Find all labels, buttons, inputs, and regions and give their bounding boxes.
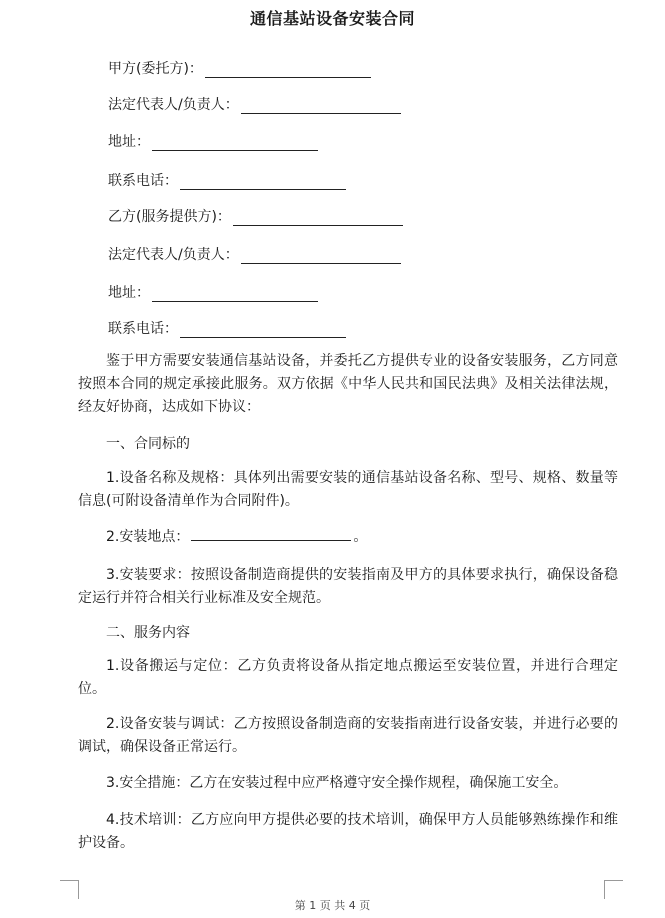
field-label: 法定代表人/负责人： — [108, 97, 239, 113]
clause-2-1: 1.设备搬运与定位：乙方负责将设备从指定地点搬运至安装位置，并进行合理定位。 — [78, 658, 618, 697]
clause-2-4: 4.技术培训：乙方应向甲方提供必要的技术培训，确保甲方人员能够熟练操作和维护设备。 — [78, 812, 618, 851]
section-heading-services: 二、服务内容 — [106, 625, 190, 641]
fill-in-line[interactable] — [205, 63, 371, 78]
field-label: 联系电话： — [108, 173, 178, 189]
party-b-phone-field — [108, 318, 346, 338]
preamble-paragraph: 鉴于甲方需要安装通信基站设备，并委托乙方提供专业的设备安装服务，乙方同意按照本合同的规定承接此服务。双方依据《中华人民共和国民法典》及相关法律法规，经友好协商，达成如下协议： — [78, 353, 618, 415]
field-label: 甲方(委托方)： — [108, 61, 203, 77]
clause-1-3: 3.安装要求：按照设备制造商提供的安装指南及甲方的具体要求执行，确保设备稳定运行并符合相关行业标准及安全规范。 — [78, 567, 618, 606]
fill-in-line[interactable] — [233, 211, 403, 226]
fill-in-line[interactable] — [241, 99, 401, 114]
clause-label: 2.安装地点： — [106, 529, 190, 545]
clause-1-1: 1.设备名称及规格：具体列出需要安装的通信基站设备名称、型号、规格、数量等信息(可附设备清单作为合同附件)。 — [78, 470, 618, 509]
clause-2-3: 3.安全措施：乙方在安装过程中应严格遵守安全操作规程，确保施工安全。 — [106, 775, 568, 791]
fill-in-line[interactable] — [241, 249, 401, 264]
fill-in-line[interactable] — [180, 323, 346, 338]
party-a-representative-field — [108, 94, 401, 114]
field-label: 地址： — [108, 134, 150, 150]
install-location-blank[interactable] — [191, 526, 351, 541]
clause-2-2: 2.设备安装与调试：乙方按照设备制造商的安装指南进行设备安装，并进行必要的调试，确保设备正常运行。 — [78, 716, 618, 755]
fill-in-line[interactable] — [180, 175, 346, 190]
clause-end: 。 — [353, 529, 368, 545]
field-label: 联系电话： — [108, 321, 178, 337]
section-heading-subject: 一、合同标的 — [106, 436, 190, 452]
field-label: 法定代表人/负责人： — [108, 247, 239, 263]
page-number: 第 1 页 共 4 页 — [294, 899, 371, 912]
document-title: 通信基站设备安装合同 — [249, 9, 415, 28]
party-b-address-field — [108, 282, 318, 302]
party-b-name-field — [108, 206, 403, 226]
party-a-name-field — [108, 58, 371, 78]
field-label: 地址： — [108, 285, 150, 301]
party-b-representative-field — [108, 244, 401, 264]
fill-in-line[interactable] — [152, 136, 318, 151]
clause-1-2 — [78, 526, 618, 549]
field-label: 乙方(服务提供方)： — [108, 209, 231, 225]
party-a-phone-field — [108, 170, 346, 190]
fill-in-line[interactable] — [152, 287, 318, 302]
party-a-address-field — [108, 131, 318, 151]
